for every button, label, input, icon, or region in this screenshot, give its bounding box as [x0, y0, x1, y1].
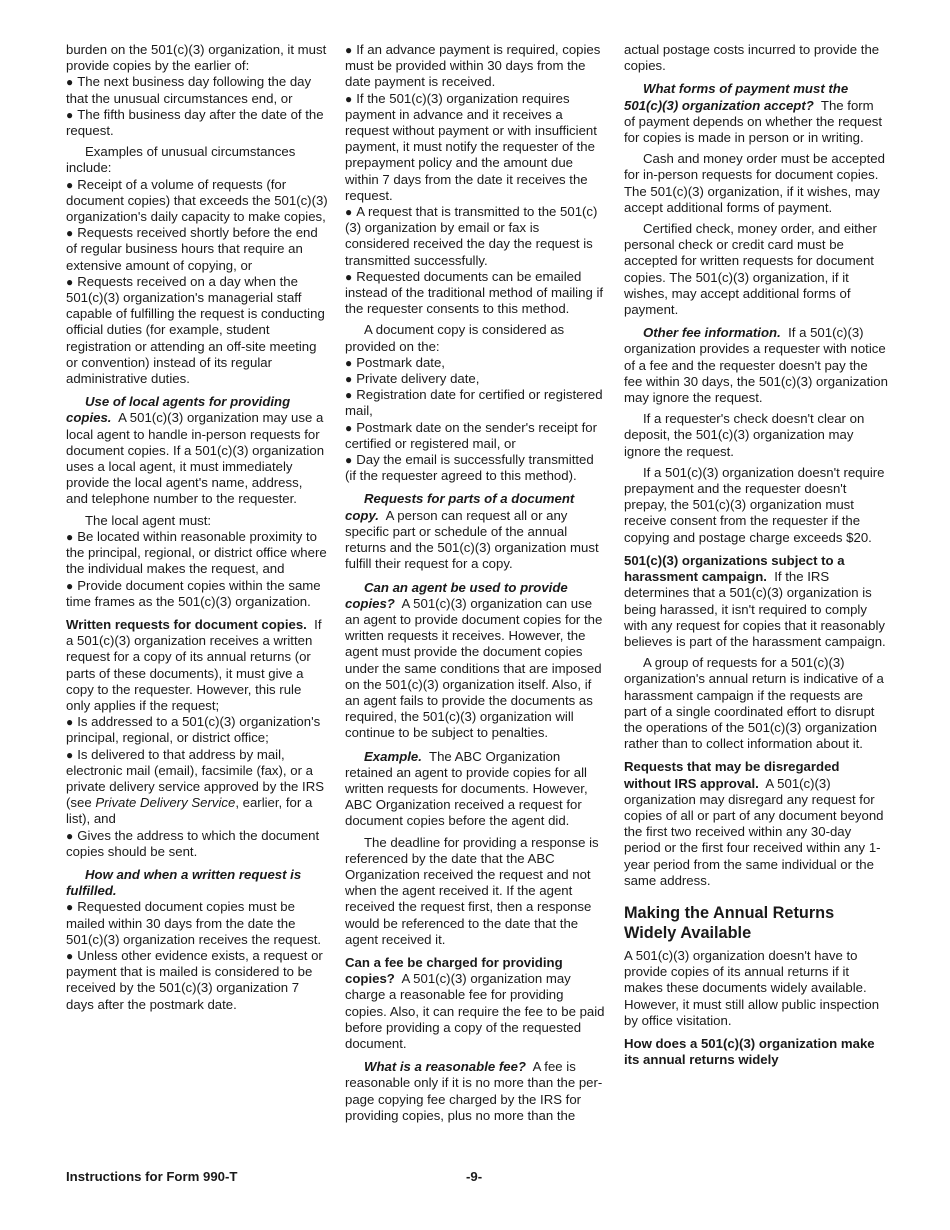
bullet-item: [66, 107, 328, 139]
bullet-text: Be located within reasonable proximity to the principal, regional, or district office where the individual makes the request, and: [66, 528, 327, 577]
bullet-text: If an advance payment is required, copies must be provided within 30 days from the date payment is received.: [345, 42, 601, 90]
run-in-paragraph: [345, 1059, 607, 1124]
paragraph-heading: What is a reasonable fee?: [364, 1059, 526, 1075]
paragraph-heading: Use of local agents for providing copies.: [66, 394, 291, 426]
paragraph-heading: Can an agent be used to provide copies?: [345, 579, 568, 611]
bullet-text: Requests received on a day when the 501(c)(3) organization's managerial staff capable of fulfilling the request is conducting official duties (for example, student registration or attending an off-site meeting or convention) instead of its regular administrative duties.: [66, 273, 325, 387]
run-in-paragraph: [624, 81, 888, 146]
paragraph: burden on the 501(c)(3) organization, it must provide copies by the earlier of:: [66, 42, 327, 74]
bullet-icon: ●: [345, 269, 353, 284]
bullet-text: Receipt of a volume of requests (for document copies) that exceeds the 501(c)(3) organization's daily capacity to make copies,: [66, 176, 328, 225]
paragraph-text: A 501(c)(3) organization may use a local agent to handle in-person requests for document copies. If a 501(c)(3) organization uses a local agent, it must immediately provide the local agent's name, address, and telephone number to the requester.: [66, 410, 325, 507]
bullet-icon: ●: [345, 372, 353, 387]
bullet-item: [345, 420, 607, 452]
paragraph-heading: What forms of payment must the 501(c)(3) organization accept?: [624, 81, 849, 113]
paragraph: Cash and money order must be accepted for in-person requests for document copies. The 501(c)(3) organization, if it wishes, may accept additional forms of payment.: [624, 151, 885, 215]
bullet-text: The fifth business day after the date of the request.: [66, 106, 324, 139]
bullet-text: Requested documents can be emailed instead of the traditional method of mailing if the requester consents to this method.: [345, 268, 604, 317]
bullet-item: [66, 899, 328, 948]
bullet-icon: ●: [345, 43, 353, 57]
paragraph-text: A 501(c)(3) organization may disregard any request for copies of all or part of any document beyond the first two received within any 30-day period or the first four received within any 1-year period from the same individual or the same address.: [624, 775, 884, 888]
bullet-text: Is delivered to that address by mail, electronic mail (email), facsimile (fax), or a private delivery service approved by the IRS (see: [66, 746, 325, 811]
bullet-item: [66, 225, 328, 274]
bold-head-paragraph: [66, 617, 328, 714]
paragraph: Examples of unusual circumstances include:: [66, 144, 296, 176]
paragraph-heading: Can a fee be charged for providing copies?: [345, 954, 563, 987]
column-3: [624, 42, 888, 1068]
bullet-icon: ●: [66, 828, 74, 843]
paragraph-heading: Example.: [364, 748, 422, 764]
bullet-icon: ●: [345, 205, 353, 220]
bullet-item: [345, 204, 607, 269]
bullet-text: Private delivery date,: [356, 371, 480, 387]
bullet-icon: ●: [66, 177, 74, 192]
run-in-paragraph: [66, 867, 328, 899]
bullet-icon: ●: [66, 715, 74, 730]
bullet-icon: ●: [345, 355, 353, 370]
bullet-icon: ●: [66, 529, 74, 544]
paragraph: Certified check, money order, and either personal check or credit card must be accepted for written requests for document copies. The 501(c)(3) organization, if it wishes, may accept additional forms of payment.: [624, 221, 877, 318]
run-in-paragraph: [624, 325, 888, 406]
bullet-icon: ●: [66, 948, 74, 963]
column-1: [66, 42, 328, 1013]
paragraph: A group of requests for a 501(c)(3) organization's annual return is indicative of a harassment campaign if the requests are part of a single coordinated effort to disrupt the operations of the 501(c)(3) organization rather than to collect information about it.: [624, 655, 884, 752]
paragraph-text: If a 501(c)(3) organization provides a requester with notice of a fee and the requester doesn't pay the fee within 30 days, the 501(c)(3) organization may ignore the request.: [624, 325, 888, 406]
paragraph-text: The ABC Organization retained an agent to provide copies for all written requests for documents. However, ABC Organization received a request for document copies before the agent did.: [345, 748, 588, 829]
bullet-icon: ●: [66, 274, 74, 289]
bold-head-paragraph: [624, 1036, 888, 1068]
run-in-paragraph: [66, 394, 328, 507]
bullet-text: Postmark date on the sender's receipt for certified or registered mail, or: [345, 419, 597, 451]
bold-head-paragraph: [624, 759, 888, 889]
bullet-item: [66, 529, 328, 578]
bullet-icon: ●: [345, 453, 353, 468]
bullet-item: [66, 274, 328, 387]
paragraph: If a requester's check doesn't clear on deposit, the 501(c)(3) organization may ignore the request.: [624, 411, 865, 459]
bullet-icon: ●: [66, 578, 74, 593]
bullet-text: Requests received shortly before the end of regular business hours that require an extensive amount of copying, or: [66, 225, 318, 273]
bullet-text: The next business day following the day that the unusual circumstances end, or: [66, 74, 312, 106]
run-in-paragraph: [345, 749, 607, 830]
bullet-icon: ●: [345, 91, 353, 106]
run-in-paragraph: [345, 491, 607, 572]
paragraph-heading: Written requests for document copies.: [66, 616, 307, 632]
paragraph-heading: How and when a written request is fulfilled.: [66, 866, 302, 899]
bullet-icon: ●: [66, 107, 74, 122]
paragraph: actual postage costs incurred to provide the copies.: [624, 42, 880, 74]
bullet-text: Requested document copies must be mailed within 30 days from the date the 501(c)(3) organization receives the request.: [66, 899, 322, 947]
bullet-text: , earlier, for a list), and: [66, 795, 313, 827]
paragraph-heading: How does a 501(c)(3) organization make its annual returns widely: [624, 1035, 875, 1068]
run-in-paragraph: [345, 580, 607, 742]
bullet-emphasis: Private Delivery Service: [95, 795, 236, 811]
bullet-text: Gives the address to which the document copies should be sent.: [66, 827, 320, 859]
paragraph-text: A 501(c)(3) organization can use an agent to provide document copies for the written requests it receives. However, the agent must provide the document copies under the same conditions that are imposed on the 501(c)(3) organization itself. Also, if an agent fails to provide the documents as required, the 501(c)(3) organization will continue to be subject to penalties.: [345, 595, 603, 741]
bullet-text: Day the email is successfully transmitted (if the requester agreed to this method).: [345, 452, 594, 484]
footer-form-title: Instructions for Form 990-T: [66, 1169, 238, 1184]
footer-page-number: -9-: [466, 1169, 483, 1184]
bullet-icon: ●: [345, 420, 353, 435]
bullet-icon: ●: [66, 75, 74, 90]
bullet-item: [66, 74, 328, 106]
paragraph-text: If a 501(c)(3) organization receives a written request for a copy of its annual returns (or parts of these documents), it must give a copy to the requester. However, this rule only applies if the request;: [66, 616, 322, 713]
paragraph: The deadline for providing a response is referenced by the date that the ABC Organization received the request and not when the agent received it. If the agent received the request first, then a response would be referenced to the date that the agent received it.: [345, 834, 599, 947]
bullet-icon: ●: [66, 747, 74, 762]
bullet-text: A request that is transmitted to the 501(c)(3) organization by email or fax is considered received the day the request is transmitted successfully.: [345, 204, 598, 268]
bold-head-paragraph: [624, 553, 888, 650]
column-2: [345, 42, 607, 1124]
paragraph-heading: Requests for parts of a document copy.: [345, 491, 575, 523]
bullet-item: [66, 747, 328, 828]
bold-head-paragraph: [345, 955, 607, 1052]
bullet-item: [345, 42, 607, 91]
bullet-item: [345, 452, 607, 484]
paragraph-text: The form of payment depends on whether the request for copies is made in person or in writing.: [624, 97, 883, 146]
bullet-item: [66, 714, 328, 746]
bullet-text: Unless other evidence exists, a request or payment that is mailed is considered to be received by the 501(c)(3) organization 7 days after the postmark date.: [66, 947, 323, 1012]
section-heading: Making the Annual Returns Widely Available: [624, 903, 835, 942]
bullet-icon: ●: [345, 388, 353, 403]
bullet-item: [345, 371, 607, 387]
paragraph: A 501(c)(3) organization doesn't have to provide copies of its annual returns if it makes these documents widely available. However, it must still allow public inspection by office visitation.: [624, 947, 880, 1028]
paragraph: The local agent must:: [85, 512, 212, 528]
bullet-text: Provide document copies within the same time frames as the 501(c)(3) organization.: [66, 577, 321, 609]
bullet-text: Registration date for certified or registered mail,: [345, 387, 603, 419]
paragraph-text: A person can request all or any specific part or schedule of the annual returns and the 501(c)(3) organization must fulfill their request for a copy.: [345, 507, 599, 572]
paragraph-text: If the IRS determines that a 501(c)(3) organization is being harassed, it isn't required to comply with any request for copies that it reasonably believes is part of the harassment campaign.: [624, 569, 886, 649]
bullet-item: [345, 91, 607, 204]
bullet-item: [66, 177, 328, 226]
bullet-item: [345, 269, 607, 318]
bullet-text: Postmark date,: [356, 354, 445, 370]
paragraph-heading: Other fee information.: [643, 325, 781, 341]
bullet-item: [66, 578, 328, 610]
paragraph-heading: Requests that may be disregarded without IRS approval.: [624, 759, 840, 791]
bullet-item: [345, 387, 607, 419]
bullet-text: Is addressed to a 501(c)(3) organization's principal, regional, or district office;: [66, 714, 321, 746]
paragraph-text: A fee is reasonable only if it is no more than the per-page copying fee charged by the IRS for providing copies, plus no more than the: [345, 1059, 603, 1123]
bullet-item: [345, 355, 607, 371]
paragraph-heading: 501(c)(3) organizations subject to a harassment campaign.: [624, 552, 845, 585]
bullet-icon: ●: [66, 226, 74, 241]
bullet-icon: ●: [66, 900, 74, 915]
bullet-item: [66, 828, 328, 860]
paragraph: A document copy is considered as provided on the:: [345, 322, 565, 354]
bullet-item: [66, 948, 328, 1013]
paragraph-text: A 501(c)(3) organization may charge a reasonable fee for providing copies. Also, it can require the fee to be paid before providing a copy of the requested document.: [345, 971, 605, 1051]
bullet-text: If the 501(c)(3) organization requires payment in advance and it receives a request without payment or with insufficient payment, it must notify the requester of the prepayment policy and the amount due within 7 days from the date it receives the request.: [345, 90, 597, 203]
paragraph: If a 501(c)(3) organization doesn't require prepayment and the requester doesn't prepay, the 501(c)(3) organization must receive consent from the requester if the copying and postage charge exceeds $20.: [624, 464, 885, 545]
